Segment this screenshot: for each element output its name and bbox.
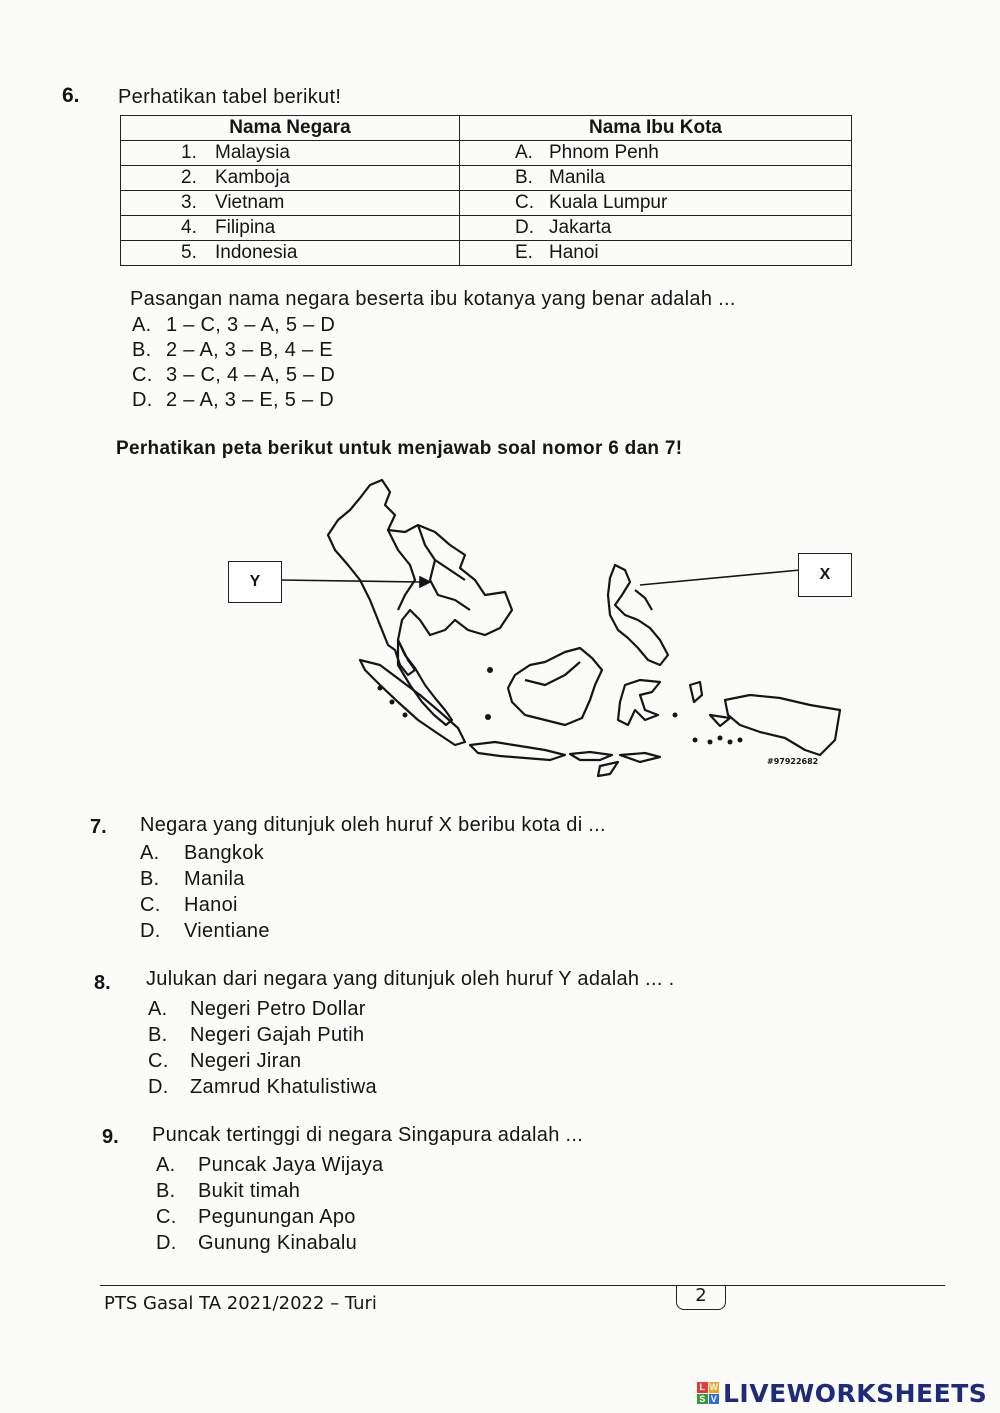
q8-option-b[interactable]: B. Negeri Gajah Putih [148,1024,365,1046]
row-number: 3. [181,192,197,213]
brand-name: LIVEWORKSHEETS [723,1378,988,1408]
question-8-text: Julukan dari negara yang ditunjuk oleh huruf Y adalah ... . [146,968,675,990]
row-number: 1. [181,142,197,163]
capital-name: Jakarta [549,217,612,238]
question-8-number: 8. [94,972,111,994]
liveworksheets-brand [697,1378,987,1408]
logo-letter: L [697,1382,708,1393]
q7-option-b[interactable]: B. Manila [140,868,245,890]
q9-option-a[interactable]: A. Puncak Jaya Wijaya [156,1154,384,1176]
q6-option-c[interactable]: C. 3 – C, 4 – A, 5 – D [132,364,336,386]
pointer-line-x [640,570,800,585]
logo-letter: V [709,1394,720,1405]
table-header-capital: Nama Ibu Kota [460,116,852,141]
java-outline [470,742,565,760]
q9-option-b[interactable]: B. Bukit timah [156,1180,301,1202]
sulawesi-outline [618,680,660,725]
page-number: 2 [676,1285,726,1310]
capital-name: Manila [549,167,605,188]
question-9-number: 9. [102,1126,119,1148]
capital-letter: B. [515,167,533,188]
borneo-outline [508,648,602,725]
question-9-text: Puncak tertinggi di negara Singapura adalah ... [152,1124,584,1146]
pointer-line-y [280,580,420,582]
row-number: 2. [181,167,197,188]
philippines-outline [608,565,668,665]
capital-letter: E. [515,242,533,263]
q7-option-a[interactable]: A. Bangkok [140,842,264,864]
q6-option-d[interactable]: D. 2 – A, 3 – E, 5 – D [132,389,335,411]
liveworksheets-logo-icon [697,1382,719,1404]
q7-option-d[interactable]: D. Vientiane [140,920,270,942]
q9-option-c[interactable]: C. Pegunungan Apo [156,1206,356,1228]
papua-outline [725,695,840,755]
table-row [121,216,852,241]
map-image-id: #97922682 [767,757,819,766]
country-name: Malaysia [215,142,290,163]
country-name: Indonesia [215,242,298,263]
table-row [121,141,852,166]
q6-option-a[interactable]: A. 1 – C, 3 – A, 5 – D [132,314,336,336]
table-row [121,166,852,191]
capital-letter: A. [515,142,533,163]
capital-letter: D. [515,217,534,238]
country-name: Vietnam [215,192,285,213]
question-6-text: Pasangan nama negara beserta ibu kotanya yang benar adalah ... [130,288,736,310]
question-7-text: Negara yang ditunjuk oleh huruf X beribu kota di ... [140,814,606,836]
country-capital-table [120,115,852,266]
row-number: 5. [181,242,197,263]
q8-option-d[interactable]: D. Zamrud Khatulistiwa [148,1076,377,1098]
logo-letter: S [697,1394,708,1405]
table-row [121,241,852,266]
table-row [121,191,852,216]
country-name: Kamboja [215,167,290,188]
map-label-x: X [798,553,852,597]
q8-option-a[interactable]: A. Negeri Petro Dollar [148,998,366,1020]
country-name: Filipina [215,217,276,238]
q6-option-b[interactable]: B. 2 – A, 3 – B, 4 – E [132,339,333,361]
question-7-number: 7. [90,816,107,838]
row-number: 4. [181,217,197,238]
footer-exam-title: PTS Gasal TA 2021/2022 – Turi [104,1293,377,1314]
q9-option-d[interactable]: D. Gunung Kinabalu [156,1232,358,1254]
capital-letter: C. [515,192,534,213]
question-6-number: 6. [62,84,80,107]
footer-divider [100,1285,945,1286]
q8-option-c[interactable]: C. Negeri Jiran [148,1050,302,1072]
logo-letter: W [709,1382,718,1393]
map-instruction: Perhatikan peta berikut untuk menjawab soal nomor 6 dan 7! [116,438,683,459]
capital-name: Phnom Penh [549,142,659,163]
q7-option-c[interactable]: C. Hanoi [140,894,238,916]
capital-name: Kuala Lumpur [549,192,668,213]
map-label-y: Y [228,561,282,603]
table-header-country: Nama Negara [121,116,460,141]
malay-peninsula-outline [398,640,452,725]
capital-name: Hanoi [549,242,599,263]
question-6-prompt: Perhatikan tabel berikut! [118,86,342,108]
southeast-asia-map [220,470,860,780]
